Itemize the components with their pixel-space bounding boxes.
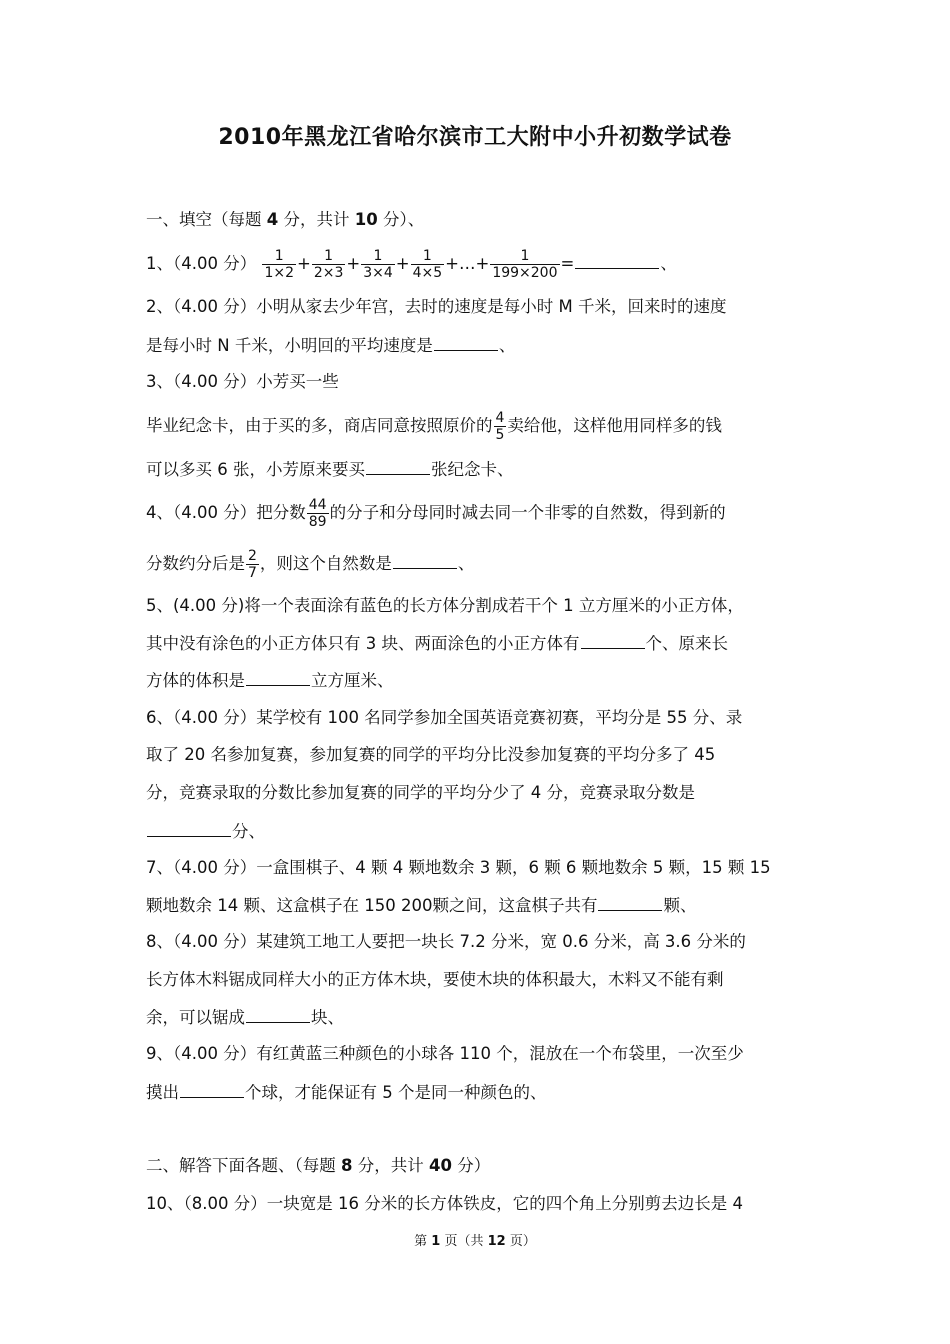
answer-blank[interactable]: [147, 820, 231, 837]
question-4-line-2: [146, 548, 810, 581]
answer-blank[interactable]: [581, 632, 645, 649]
footer-text: 页（共: [440, 1234, 488, 1249]
heading-number: 4: [266, 210, 279, 229]
question-text: 可以多买 6 张，小芳原来要买: [146, 460, 365, 479]
denominator: 3×4: [363, 265, 393, 281]
question-text: 是每小时 N 千米，小明回的平均速度是: [146, 336, 433, 355]
denominator: 1×2: [264, 265, 295, 281]
heading-text: 二、解答下面各题、（每题: [146, 1156, 341, 1175]
question-5-line-2: [146, 632, 810, 655]
answer-blank[interactable]: [393, 552, 457, 569]
fraction: [246, 548, 259, 581]
answer-blank[interactable]: [366, 458, 430, 475]
denominator: 7: [248, 565, 257, 581]
question-text: 、: [498, 336, 516, 355]
question-6-line-1: 6、（4.00 分）某学校有 100 名同学参加全国英语竞赛初赛，平均分是 55 分、录: [146, 708, 743, 727]
question-text: 毕业纪念卡，由于买的多，商店同意按照原价的: [146, 416, 493, 435]
question-6-line-2: 取了 20 名参加复赛，参加复赛的同学的平均分比没参加复赛的平均分多了 45: [146, 745, 716, 764]
heading-text: 分）、: [377, 210, 425, 229]
question-text: 分数约分后是: [146, 554, 245, 573]
denominator: 2×3: [313, 265, 344, 281]
numerator: 1: [324, 248, 334, 264]
question-text: 、: [457, 554, 475, 573]
denominator: 89: [308, 514, 327, 530]
numerator: 1: [373, 248, 383, 264]
question-text: 其中没有涂色的小正方体只有 3 块、两面涂色的小正方体有: [146, 634, 580, 653]
question-prefix: 1、（4.00 分）: [146, 254, 257, 273]
question-text: 块、: [311, 1008, 344, 1027]
question-text: 分、: [232, 822, 265, 841]
question-text: 张纪念卡、: [431, 460, 514, 479]
question-7-line-2: [146, 894, 810, 917]
plus-sign: +: [297, 254, 311, 273]
heading-number: 10: [354, 210, 378, 229]
page-number: 1: [431, 1234, 441, 1249]
answer-blank[interactable]: [434, 334, 498, 351]
heading-text: 分，共计: [278, 210, 355, 229]
heading-text: 分，共计: [352, 1156, 429, 1175]
question-4-line-1: [146, 497, 810, 530]
page-total: 12: [487, 1234, 506, 1249]
question-8-line-2: 长方体木料锯成同样大小的正方体木块，要使木块的体积最大，木料又不能有剩: [146, 970, 724, 989]
fraction: [262, 248, 296, 281]
page-title: 2010年黑龙江省哈尔滨市工大附中小升初数学试卷: [218, 125, 732, 150]
question-text: 的分子和分母同时减去同一个非零的自然数，得到新的: [329, 503, 726, 522]
question-9-line-2: [146, 1081, 810, 1104]
question-text: 颗地数余 14 颗、这盒棋子在 150 200颗之间，这盒棋子共有: [146, 896, 598, 915]
question-2-line-2: [146, 334, 810, 357]
question-7-line-1: 7、（4.00 分）一盒围棋子、4 颗 4 颗地数余 3 颗，6 颗 6 颗地数余 5 颗，15 颗 15: [146, 858, 771, 877]
fraction: [494, 410, 507, 443]
answer-blank[interactable]: [246, 669, 310, 686]
heading-text: 一、填空（每题: [146, 210, 267, 229]
numerator: 44: [308, 497, 327, 513]
heading-number: 40: [428, 1156, 452, 1175]
section-1-heading: [146, 209, 810, 231]
question-text: 卖给他，这样他用同样多的钱: [507, 416, 722, 435]
answer-blank[interactable]: [575, 252, 659, 269]
answer-blank[interactable]: [246, 1006, 310, 1023]
page-footer: [0, 1230, 950, 1249]
section-2-heading: [146, 1155, 810, 1177]
question-9-line-1: 9、（4.00 分）有红黄蓝三种颜色的小球各 110 个，混放在一个布袋里，一次至少: [146, 1044, 744, 1063]
question-suffix: 、: [660, 254, 677, 273]
question-6-line-4: [146, 820, 810, 843]
fraction: [307, 497, 329, 530]
equals-sign: =: [560, 254, 575, 273]
question-8-line-1: 8、（4.00 分）某建筑工地工人要把一块长 7.2 分米，宽 0.6 分米，高 3.6 分米的: [146, 932, 746, 951]
denominator: 199×200: [492, 265, 558, 281]
question-8-line-3: [146, 1006, 810, 1029]
question-2-line-1: 2、（4.00 分）小明从家去少年宫，去时的速度是每小时 M 千米，回来时的速度: [146, 297, 727, 316]
question-1: [146, 248, 810, 281]
footer-text: 页）: [505, 1234, 536, 1249]
footer-text: 第: [414, 1234, 432, 1249]
plus-sign: +: [346, 254, 361, 273]
fraction: [361, 248, 395, 281]
question-6-line-3: 分，竞赛录取的分数比参加复赛的同学的平均分少了 4 分，竞赛录取分数是: [146, 783, 695, 802]
answer-blank[interactable]: [180, 1081, 244, 1098]
fraction: [490, 248, 559, 281]
numerator: 1: [422, 248, 432, 264]
numerator: 1: [274, 248, 284, 264]
question-3-line-1: 3、（4.00 分）小芳买一些: [146, 372, 339, 391]
question-text: 颗、: [663, 896, 697, 915]
question-text: ，则这个自然数是: [259, 554, 392, 573]
plus-sign: +: [395, 254, 410, 273]
denominator: 4×5: [412, 265, 443, 281]
numerator: 4: [495, 410, 505, 426]
fraction: [411, 248, 445, 281]
question-text: 余，可以锯成: [146, 1008, 245, 1027]
question-text: 方体的体积是: [146, 671, 245, 690]
heading-text: 分）: [451, 1156, 491, 1175]
heading-number: 8: [341, 1156, 353, 1175]
numerator: 1: [520, 248, 530, 264]
numerator: 2: [248, 548, 257, 564]
question-3-line-3: [146, 458, 810, 481]
question-text: 个、原来长: [645, 634, 728, 653]
question-3-line-2: [146, 410, 810, 443]
question-text: 4、（4.00 分）把分数: [146, 503, 306, 522]
fraction: [312, 248, 346, 281]
question-5-line-1: 5、(4.00 分)将一个表面涂有蓝色的长方体分割成若干个 1 立方厘米的小正方体，: [146, 596, 744, 615]
question-10-line-1: 10、（8.00 分）一块宽是 16 分米的长方体铁皮，它的四个角上分别剪去边长是 4: [146, 1194, 743, 1213]
denominator: 5: [495, 427, 505, 443]
ellipsis: +…+: [445, 254, 490, 273]
question-text: 个球，才能保证有 5 个是同一种颜色的、: [245, 1083, 547, 1102]
question-5-line-3: [146, 669, 810, 692]
answer-blank[interactable]: [598, 894, 662, 911]
question-text: 立方厘米、: [311, 671, 394, 690]
question-text: 摸出: [146, 1083, 179, 1102]
